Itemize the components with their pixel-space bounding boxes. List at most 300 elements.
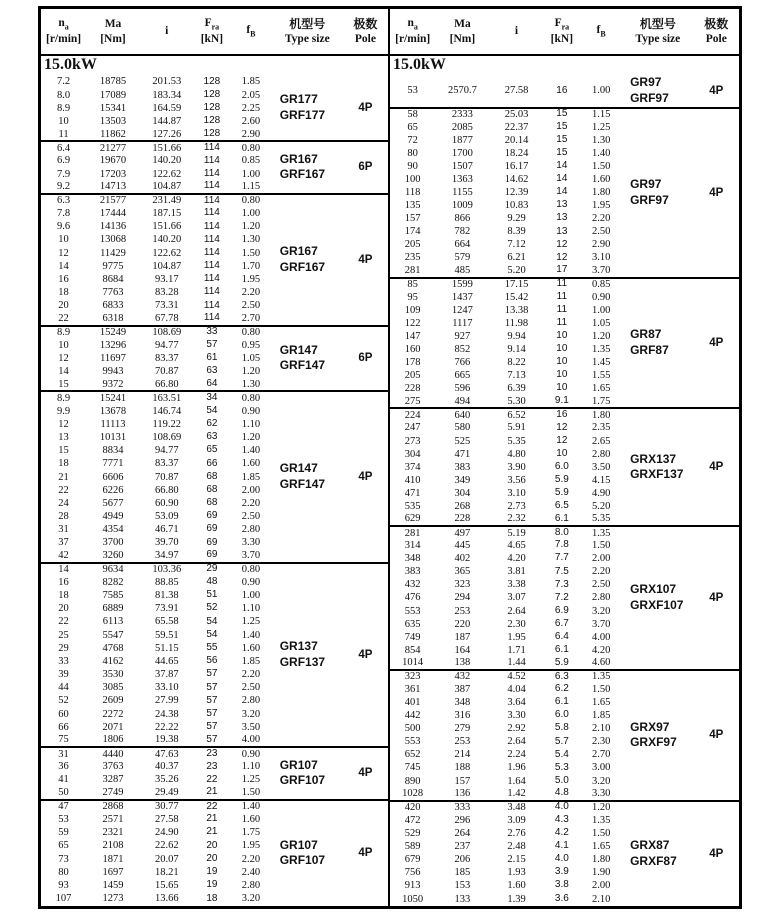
cell-fra: 68 (206, 497, 218, 509)
cell-fb: 1.65 (591, 697, 611, 709)
cell-fb: 1.85 (241, 655, 261, 667)
cell-i: 46.71 (154, 524, 179, 536)
type-size-label: GRF107 (279, 853, 326, 868)
cell-fb: 5.35 (591, 513, 611, 525)
type-size-label: GRF167 (279, 259, 326, 274)
column-header: $f_B$ (580, 9, 622, 55)
cell-na: 323 (390, 670, 435, 683)
cell-fra: 56 (206, 655, 218, 667)
cell-ma: 4440 (86, 747, 140, 760)
pole-cell: 4P (358, 101, 373, 114)
cell-fb: 0.85 (241, 155, 261, 167)
cell-ma: 136 (454, 788, 471, 800)
cell-fra: 54 (206, 404, 218, 416)
cell-i: 83.28 (154, 287, 179, 299)
cell-fra: 6.2 (554, 683, 569, 695)
cell-fb: 3.30 (591, 788, 611, 800)
cell-fra: 11 (544, 278, 581, 291)
cell-fb: 2.20 (591, 213, 611, 225)
cell-fb: 2.00 (241, 484, 261, 496)
type-size-label: GR97 (630, 75, 662, 90)
cell-na: 15 (58, 378, 69, 390)
cell-fb: 3.20 (591, 775, 611, 787)
cell-i: 108.69 (140, 326, 194, 339)
cell-ma: 15241 (86, 391, 140, 404)
type-size-label: GRF107 (279, 773, 326, 788)
cell-fb: 3.10 (591, 252, 611, 264)
cell-fb: 1.45 (591, 357, 611, 369)
pole-cell: 4P (694, 278, 739, 409)
cell-na: 476 (404, 592, 421, 604)
cell-fb: 4.90 (591, 487, 611, 499)
cell-fra: 114 (194, 194, 230, 207)
cell-fb: 1.35 (591, 343, 611, 355)
pole-cell: 4P (694, 408, 739, 526)
type-size-label: GR97 (630, 176, 662, 191)
cell-fra: 68 (206, 483, 218, 495)
cell-ma: 8834 (102, 445, 124, 457)
cell-fra: 19 (206, 879, 218, 891)
cell-fb: 1.00 (241, 590, 261, 602)
cell-fra: 4.2 (554, 827, 569, 839)
column-header: 机型号 Type size (272, 9, 343, 55)
cell-fra: 13 (556, 212, 568, 224)
cell-fb: 1.50 (591, 540, 611, 552)
cell-fra: 10 (556, 382, 568, 394)
cell-ma: 4768 (102, 642, 124, 654)
column-header: $n_a$ [r/min] (390, 9, 435, 55)
cell-fb: 1.50 (241, 247, 261, 259)
cell-ma: 5547 (102, 629, 124, 641)
pole-cell: 4P (343, 800, 388, 906)
type-size-cell (272, 747, 343, 800)
section-row (390, 55, 739, 75)
cell-i: 24.38 (154, 708, 179, 720)
cell-ma: 2333 (435, 108, 489, 121)
cell-i: 59.51 (154, 629, 179, 641)
cell-fb: 2.60 (241, 115, 261, 127)
cell-ma: 214 (454, 749, 471, 761)
cell-na: 174 (404, 226, 421, 238)
cell-i: 83.37 (154, 352, 179, 364)
cell-ma: 17203 (99, 168, 127, 180)
cell-fra: 11 (556, 290, 568, 302)
cell-ma: 316 (454, 710, 471, 722)
cell-i: 14.62 (504, 173, 529, 185)
cell-na: 85 (390, 278, 435, 291)
cell-na: 39 (58, 669, 69, 681)
table-row (390, 526, 739, 539)
cell-fb: 2.35 (591, 422, 611, 434)
cell-fra: 34 (194, 391, 230, 404)
cell-fra: 69 (206, 536, 218, 548)
cell-na: 122 (404, 317, 421, 329)
cell-i: 146.74 (152, 405, 182, 417)
type-size-label: GRF167 (279, 167, 326, 182)
cell-ma: 19670 (99, 155, 127, 167)
cell-ma: 1507 (451, 160, 473, 172)
cell-ma: 8684 (102, 273, 124, 285)
right-table-panel (390, 9, 739, 906)
cell-fb: 1.25 (241, 774, 261, 786)
left-spec-table (41, 9, 388, 906)
cell-na: 41 (58, 774, 69, 786)
cell-ma: 279 (454, 723, 471, 735)
cell-i: 7.12 (507, 239, 526, 251)
cell-i: 60.90 (154, 497, 179, 509)
cell-fra: 5.8 (554, 722, 569, 734)
cell-ma: 665 (454, 370, 471, 382)
cell-fb: 1.15 (241, 181, 261, 193)
cell-fra: 114 (203, 167, 220, 179)
cell-i: 15.42 (504, 291, 529, 303)
cell-na: 28 (58, 511, 69, 523)
cell-na: 22 (58, 616, 69, 628)
cell-ma: 1697 (102, 866, 124, 878)
cell-na: 12 (58, 418, 69, 430)
cell-na: 118 (404, 187, 421, 199)
cell-i: 93.17 (154, 273, 179, 285)
cell-na: 6.3 (41, 194, 86, 207)
pole-cell: 4P (343, 194, 388, 326)
cell-fra: 23 (206, 760, 218, 772)
cell-fra: 55 (206, 642, 218, 653)
cell-fra: 114 (203, 312, 220, 324)
cell-ma: 2571 (102, 813, 124, 825)
cell-ma: 580 (454, 422, 471, 434)
table-row (41, 391, 388, 404)
cell-fra: 114 (203, 180, 220, 192)
cell-fb: 4.00 (591, 631, 611, 643)
cell-fra: 57 (206, 339, 218, 351)
cell-ma: 6226 (102, 484, 124, 496)
cell-i: 51.15 (154, 642, 179, 654)
cell-na: 432 (404, 579, 421, 591)
cell-fra: 65 (206, 444, 218, 456)
cell-na: 304 (404, 448, 421, 460)
cell-na: 47 (41, 800, 86, 813)
cell-ma: 1273 (102, 893, 124, 905)
cell-fra: 54 (206, 628, 218, 640)
cell-i: 122.62 (152, 168, 182, 180)
cell-na: 1028 (402, 788, 424, 800)
cell-na: 8.0 (56, 89, 71, 101)
cell-fra: 114 (203, 286, 220, 298)
cell-fra: 6.1 (554, 696, 569, 708)
table-row (41, 141, 388, 154)
cell-fb: 1.60 (241, 458, 261, 470)
cell-i: 3.30 (507, 710, 526, 722)
cell-fra: 4.0 (554, 853, 569, 865)
cell-fb: 3.50 (241, 721, 261, 733)
cell-ma: 2321 (102, 827, 124, 839)
cell-fb: 1.20 (241, 432, 261, 443)
cell-i: 3.81 (507, 566, 526, 578)
cell-i: 187.15 (152, 208, 182, 220)
cell-fra: 114 (203, 220, 220, 232)
cell-fb: 3.70 (591, 265, 611, 276)
cell-ma: 11862 (100, 128, 126, 140)
cell-ma: 294 (454, 592, 471, 604)
cell-fb: 1.70 (241, 260, 261, 272)
cell-na: 500 (404, 723, 421, 735)
cell-fb: 0.80 (230, 141, 272, 154)
cell-na: 383 (404, 566, 421, 578)
cell-i: 1.93 (507, 867, 526, 879)
cell-i: 6.39 (507, 383, 526, 395)
cell-ma: 220 (454, 618, 471, 630)
cell-ma: 1363 (451, 173, 473, 185)
table-row (390, 801, 739, 814)
type-size-cell (272, 141, 343, 194)
cell-ma: 8282 (102, 576, 124, 588)
cell-i: 8.39 (507, 226, 526, 238)
cell-fra: 4.3 (554, 814, 569, 826)
cell-na: 36 (58, 761, 69, 773)
cell-fra: 15 (556, 120, 568, 132)
cell-i: 2.32 (507, 513, 526, 525)
cell-na: 135 (404, 200, 421, 212)
cell-i: 2.73 (507, 500, 526, 512)
cell-i: 5.35 (507, 435, 526, 447)
cell-fra: 13 (556, 225, 568, 237)
section-title: 15.0kW (44, 56, 97, 74)
cell-fra: 21 (206, 826, 218, 838)
cell-na: 235 (404, 252, 421, 264)
cell-ma: 3700 (102, 537, 124, 549)
cell-fb: 1.75 (241, 827, 261, 839)
cell-na: 14 (41, 563, 86, 576)
cell-i: 104.87 (152, 181, 182, 193)
cell-i: 24.90 (154, 827, 179, 839)
cell-fb: 1.00 (241, 208, 261, 220)
cell-fra: 128 (203, 88, 221, 100)
type-size-label: GR107 (279, 837, 318, 852)
cell-fra: 5.3 (554, 761, 569, 773)
type-size-label: GRF87 (630, 342, 669, 357)
cell-i: 5.20 (507, 265, 526, 276)
cell-fb: 1.85 (241, 471, 261, 483)
cell-fra: 7.5 (554, 565, 569, 577)
type-size-label: GRXF97 (630, 735, 677, 750)
cell-na: 420 (390, 801, 435, 814)
cell-fra: 11 (556, 303, 568, 315)
cell-fb: 1.20 (580, 801, 622, 814)
cell-na: 756 (404, 867, 421, 879)
cell-fb: 0.80 (230, 563, 272, 576)
cell-i: 22.62 (154, 840, 179, 852)
cell-fra: 4.8 (554, 787, 569, 799)
cell-fra: 114 (203, 246, 220, 258)
cell-fra: 9.1 (554, 395, 569, 407)
cell-fra: 6.1 (554, 512, 569, 524)
cell-na: 854 (404, 644, 421, 656)
column-header: $F_{ra}$ [kN] (544, 9, 581, 55)
cell-i: 1.39 (507, 893, 526, 905)
cell-fra: 5.9 (554, 474, 569, 485)
cell-fb: 0.80 (230, 391, 272, 404)
cell-ma: 296 (454, 814, 471, 826)
cell-i: 3.09 (507, 814, 526, 826)
table-row (390, 108, 739, 121)
type-size-label: GR147 (279, 461, 318, 476)
cell-fb: 1.80 (580, 408, 622, 421)
cell-i: 94.77 (154, 445, 179, 457)
cell-fb: 0.90 (241, 576, 261, 588)
cell-i: 73.91 (154, 603, 179, 615)
type-size-label: GRXF87 (630, 853, 677, 868)
cell-i: 9.94 (507, 330, 526, 342)
cell-fra: 54 (206, 615, 218, 627)
cell-ma: 21577 (86, 194, 140, 207)
cell-na: 679 (404, 854, 421, 866)
cell-fb: 1.50 (241, 787, 261, 799)
cell-fb: 2.25 (241, 102, 261, 114)
cell-ma: 10131 (99, 432, 127, 443)
section-row (41, 55, 388, 75)
cell-fra: 12 (556, 421, 568, 433)
table-row (41, 326, 388, 339)
type-size-cell (622, 108, 694, 278)
cell-na: 281 (390, 526, 435, 539)
cell-ma: 497 (435, 526, 489, 539)
left-table-panel (41, 9, 390, 906)
cell-ma: 1599 (435, 278, 489, 291)
cell-fb: 1.00 (241, 168, 261, 180)
cell-na: 18 (58, 458, 69, 470)
cell-i: 27.99 (154, 695, 179, 707)
type-size-label: GR147 (279, 342, 318, 357)
cell-i: 1.95 (507, 631, 526, 643)
cell-fra: 6.0 (554, 709, 569, 721)
type-size-label: GR107 (279, 757, 318, 772)
cell-fra: 7.3 (554, 578, 569, 590)
column-header: Ma [Nm] (86, 9, 140, 55)
cell-i: 2.64 (507, 736, 526, 748)
cell-i: 3.48 (489, 801, 543, 814)
cell-i: 140.20 (152, 234, 182, 246)
cell-i: 13.66 (154, 893, 179, 905)
cell-ma: 387 (454, 684, 471, 695)
cell-fb: 1.55 (591, 370, 611, 382)
cell-fra: 69 (206, 549, 218, 561)
cell-i: 127.26 (152, 128, 182, 140)
cell-i: 151.66 (140, 141, 194, 154)
cell-na: 18 (58, 590, 69, 602)
cell-i: 34.97 (154, 550, 179, 562)
table-row (41, 800, 388, 813)
cell-fb: 4.15 (591, 474, 611, 486)
cell-na: 52 (58, 695, 69, 707)
cell-na: 314 (404, 540, 421, 552)
cell-na: 12 (58, 247, 69, 259)
cell-i: 108.69 (152, 432, 182, 443)
cell-na: 652 (404, 749, 421, 761)
type-size-cell (622, 408, 694, 526)
cell-fb: 1.95 (591, 200, 611, 212)
column-header: Ma [Nm] (435, 9, 489, 55)
cell-na: 80 (58, 866, 69, 878)
cell-i: 3.56 (507, 474, 526, 486)
cell-na: 75 (58, 734, 69, 746)
cell-fb: 0.80 (230, 194, 272, 207)
cell-fb: 1.05 (241, 352, 261, 364)
cell-fra: 6.7 (554, 617, 569, 629)
cell-fb: 2.05 (241, 89, 261, 101)
cell-fra: 18 (206, 892, 218, 904)
cell-fb: 1.35 (591, 814, 611, 826)
cell-ma: 9943 (102, 366, 124, 378)
cell-ma: 138 (454, 657, 471, 669)
cell-fra: 17 (556, 264, 568, 276)
cell-fra: 128 (203, 101, 221, 113)
cell-fb: 1.95 (241, 840, 261, 852)
cell-na: 14 (58, 366, 69, 378)
spec-table-box (38, 6, 742, 909)
cell-i: 39.70 (154, 537, 179, 549)
cell-fb: 3.20 (591, 605, 611, 617)
cell-fb: 1.20 (591, 330, 611, 342)
cell-fra: 20 (206, 839, 218, 851)
cell-i: 27.58 (154, 813, 179, 825)
cell-i: 44.65 (154, 655, 179, 667)
cell-i: 67.78 (154, 312, 179, 324)
type-size-cell (272, 194, 343, 326)
cell-fb: 3.20 (241, 708, 261, 720)
table-row (41, 194, 388, 207)
cell-fra: 15 (556, 133, 568, 145)
cell-ma: 3287 (102, 774, 124, 786)
cell-fra: 52 (206, 602, 218, 614)
cell-ma: 185 (454, 867, 471, 879)
cell-i: 3.07 (507, 592, 526, 604)
cell-fb: 1.65 (591, 383, 611, 395)
cell-i: 4.04 (507, 684, 526, 695)
cell-na: 10 (58, 339, 69, 351)
cell-fb: 1.25 (591, 121, 611, 133)
cell-fra: 10 (556, 447, 568, 459)
cell-i: 66.80 (154, 484, 179, 496)
cell-fb: 1.30 (591, 134, 611, 146)
cell-na: 157 (404, 213, 421, 225)
header-row (390, 9, 739, 55)
cell-na: 589 (404, 840, 421, 852)
cell-na: 72 (407, 134, 418, 146)
cell-i: 5.30 (507, 395, 526, 407)
cell-na: 14 (58, 260, 69, 272)
type-size-cell (622, 670, 694, 801)
cell-fb: 2.50 (241, 300, 261, 312)
type-size-cell (272, 326, 343, 392)
cell-ma: 3260 (102, 550, 124, 562)
cell-i: 144.87 (152, 115, 182, 127)
cell-i: 19.38 (154, 734, 179, 746)
cell-fb: 2.80 (591, 448, 611, 460)
cell-ma: 1700 (451, 147, 473, 159)
cell-ma: 17089 (99, 89, 127, 101)
cell-fb: 3.70 (591, 618, 611, 630)
cell-ma: 365 (454, 566, 471, 578)
type-size-label: GRF177 (279, 107, 326, 122)
cell-i: 140.20 (152, 155, 182, 167)
cell-ma: 323 (454, 579, 471, 591)
cell-na: 205 (404, 239, 421, 251)
cell-fra: 114 (203, 154, 220, 166)
cell-i: 83.37 (154, 458, 179, 470)
cell-fb: 2.40 (241, 866, 261, 878)
type-size-label: GRF147 (279, 477, 326, 492)
cell-ma: 11697 (100, 352, 126, 364)
